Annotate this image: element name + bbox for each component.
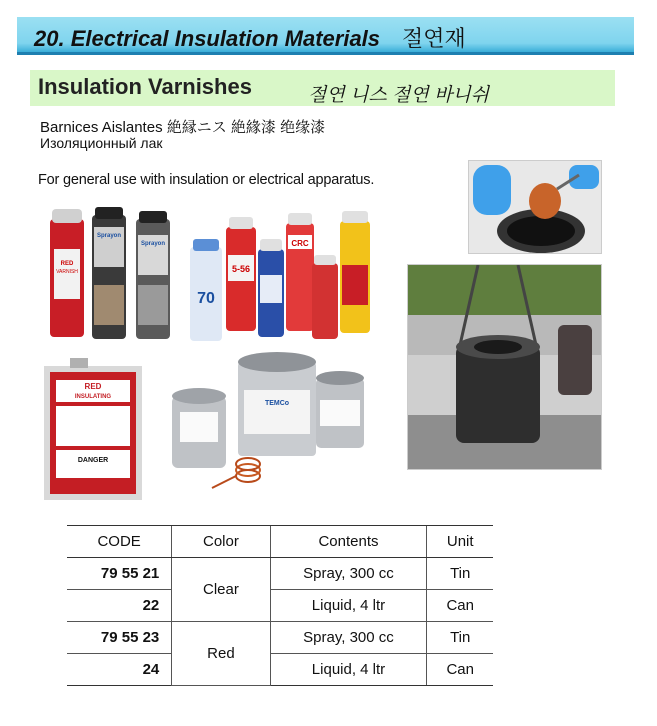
- cell-contents: Spray, 300 cc: [270, 558, 427, 590]
- page-title-en: 20. Electrical Insulation Materials: [34, 26, 381, 51]
- col-header-color: Color: [172, 526, 270, 558]
- cell-contents: Liquid, 4 ltr: [270, 590, 427, 622]
- cell-unit: Tin: [427, 622, 493, 654]
- cell-code: 22: [67, 590, 172, 622]
- crc-can-yellow: [340, 211, 370, 333]
- multilang-line-1: Barnices Aislantes 絶縁ニス 絶緣漆 绝缘漆: [40, 119, 326, 136]
- brand-sprayon-1: Sprayon: [96, 233, 122, 239]
- crc-can-short: [312, 255, 338, 339]
- crc-plastic-70-can: [190, 239, 222, 341]
- col-header-contents: Contents: [270, 526, 427, 558]
- red-varnish-spray-can: [50, 209, 84, 337]
- varnish-tins-photo: [40, 350, 370, 500]
- red-insulating-varnish-tin: [44, 358, 142, 500]
- multilang-line-2: Изоляционный лак: [40, 135, 163, 151]
- cell-unit: Can: [427, 590, 493, 622]
- sprayon-can-1: [92, 207, 126, 339]
- page-title: [34, 22, 466, 53]
- cell-contents: Liquid, 4 ltr: [270, 654, 427, 686]
- tin-warning: DANGER: [77, 457, 109, 464]
- temco-medium-tin: [316, 371, 364, 448]
- brand-crc: CRC: [291, 239, 309, 248]
- crc-556-can: [226, 217, 256, 331]
- table-header-row: [67, 526, 493, 558]
- cell-unit: Can: [427, 654, 493, 686]
- cell-color: Clear: [172, 558, 270, 622]
- stator-dipping-photo: [407, 264, 602, 470]
- table-row: [67, 654, 493, 686]
- spray-cans-photo: [40, 205, 380, 345]
- tin-label-insulating: INSULATING: [74, 394, 112, 400]
- section-title-ko: 절연 니스 절연 바니쉬: [308, 85, 490, 106]
- page-title-ko: 절연재: [402, 26, 466, 51]
- brand-temco: TEMCo: [264, 400, 290, 407]
- coil-dipping-photo: [468, 160, 602, 254]
- cell-contents: Spray, 300 cc: [270, 622, 427, 654]
- temco-small-tin: [172, 388, 226, 468]
- col-header-unit: Unit: [427, 526, 493, 558]
- product-table: [67, 525, 493, 686]
- crc-70-number: 70: [197, 290, 215, 307]
- table-row: [67, 590, 493, 622]
- col-header-code: CODE: [67, 526, 172, 558]
- crc-556-label: 5-56: [231, 264, 251, 274]
- table-row: [67, 622, 493, 654]
- cell-code: 79 55 21: [67, 558, 172, 590]
- cell-color: Red: [172, 622, 270, 686]
- spray-red-label-2: VARNISH: [56, 269, 78, 275]
- cell-unit: Tin: [427, 558, 493, 590]
- crc-can-tall: [286, 213, 314, 331]
- temco-large-can: [238, 352, 316, 456]
- tin-label-red: RED: [84, 382, 102, 391]
- table-row: [67, 558, 493, 590]
- section-title: Insulation Varnishes: [38, 74, 252, 99]
- spray-red-label-1: RED: [60, 261, 74, 267]
- crc-contact-cleaner-can: [258, 239, 284, 337]
- cell-code: 24: [67, 654, 172, 686]
- brand-sprayon-2: Sprayon: [140, 241, 166, 247]
- sprayon-can-2: [136, 211, 170, 339]
- usage-description: For general use with insulation or electrical apparatus.: [38, 172, 375, 188]
- cell-code: 79 55 23: [67, 622, 172, 654]
